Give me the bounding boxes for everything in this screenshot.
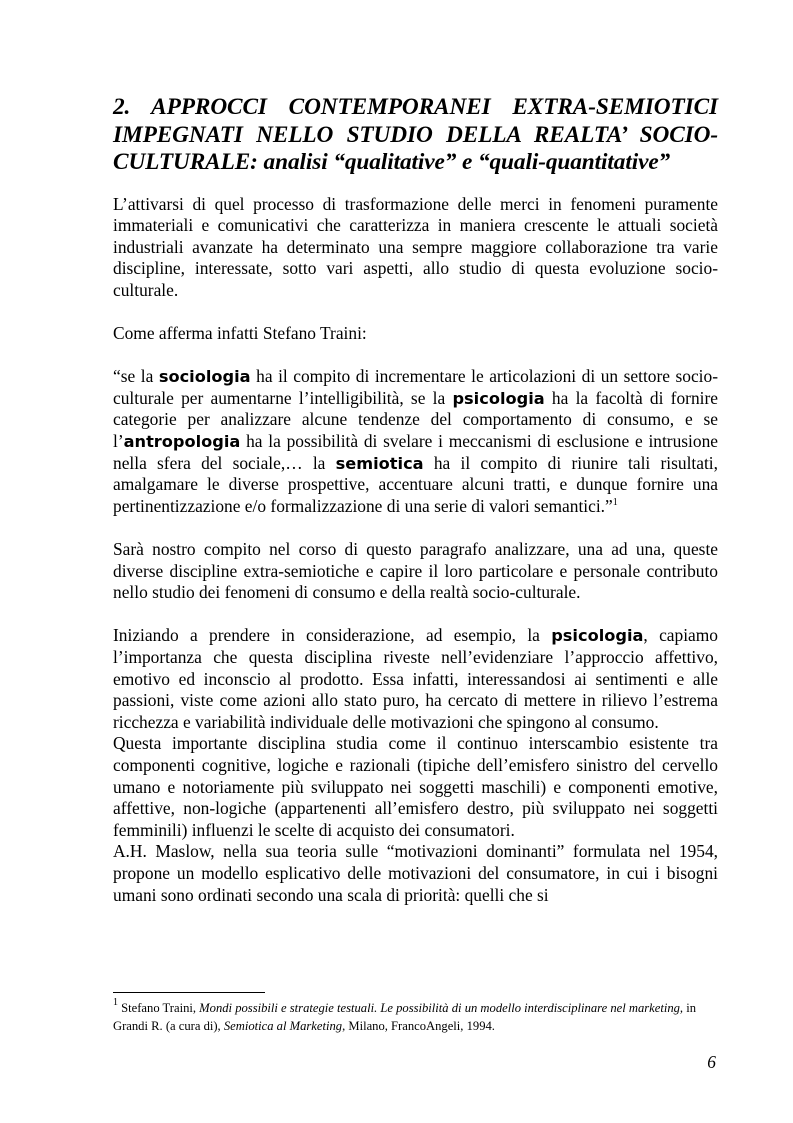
quote-text-4: ha la possibilità di svelare i meccanismi di esclusione e intrusione nella sfera del sociale,… la bbox=[113, 431, 718, 473]
section-heading: 2. APPROCCI CONTEMPORANEI EXTRA-SEMIOTICI IMPEGNATI NELLO STUDIO DELLA REALTA’ SOCIO-CULTURALE: analisi “qualitative” e “quali-quantitative” bbox=[113, 94, 718, 175]
quote-paragraph bbox=[113, 366, 718, 517]
paragraph-1: L’attivarsi di quel processo di trasformazione delle merci in fenomeni puramente immateriali e comunicativi che caratterizza in maniera crescente le attuali società industriali avanzate ha determinato una sempre maggiore collaborazione tra varie discipline, interessate, sotto vari aspetti, allo studio di questa evoluzione socio-culturale. bbox=[113, 193, 718, 300]
footnote-text-3: , Milano, FrancoAngeli, 1994. bbox=[342, 1019, 495, 1033]
paragraph-7: A.H. Maslow, nella sua teoria sulle “motivazioni dominanti” formulata nel 1954, propone un modello esplicativo delle motivazioni del consumatore, in cui i bisogni umani sono ordinati secondo una scala di priorità: quelli che si bbox=[113, 841, 718, 905]
term-psicologia-2: psicologia bbox=[551, 626, 644, 646]
quote-text-5: ha il compito di riunire tali risultati, amalgamare le diverse prospettive, accentuare alcuni tratti, e dunque fornire una pertinentizzazione e/o formalizzazione di una serie di valori semantici.” bbox=[113, 452, 718, 516]
quote-text-2: ha il compito di incrementare le articolazioni di un settore socio-culturale per aumentarne l’intelligibilità, se la bbox=[113, 366, 719, 408]
paragraph-5-text-1: Iniziando a prendere in considerazione, ad esempio, la bbox=[113, 625, 552, 646]
paragraph-2: Come afferma infatti Stefano Traini: bbox=[113, 323, 367, 344]
paragraph-6: Questa importante disciplina studia come il continuo interscambio esistente tra componenti cognitive, logiche e razionali (tipiche dell’emisfero sinistro del cervello umano e notoriamente più sviluppato nei soggetti maschili) e componenti emotive, affettive, non-logiche (appartenenti all’emisfero destro, più sviluppato nei soggetti femminili) influenzi le scelte di acquisto dei consumatori. bbox=[113, 733, 718, 840]
quote-text-3: ha la facoltà di fornire categorie per analizzare alcune tendenze del comportamento di consumo, e se l’ bbox=[113, 387, 718, 452]
footnote-text-2: in Grandi R. (a cura di), bbox=[113, 1001, 697, 1033]
page-body bbox=[113, 94, 718, 906]
footnote-book: Semiotica al Marketing bbox=[223, 1019, 343, 1033]
footnote-separator bbox=[113, 992, 265, 993]
quote-text-1: “se la bbox=[113, 366, 159, 387]
page-number: 6 bbox=[707, 1052, 716, 1072]
paragraph-5-text-2: , capiamo l’importanza che questa disciplina riveste nell’evidenziare l’approccio affettivo, emotivo ed inconscio al prodotto. Essa infatti, interessandosi ai sentimenti e alle passioni, viste come azioni allo stato puro, ha cercato di mettere in rilievo l’estrema ricchezza e variabilità individuale delle motivazioni che spingono al consumo. bbox=[113, 625, 718, 732]
footnote-number: 1 bbox=[113, 997, 118, 1008]
paragraph-4: Sarà nostro compito nel corso di questo paragrafo analizzare, una ad una, queste diverse discipline extra-semiotiche e capire il loro particolare e personale contributo nello studio dei fenomeni di consumo e della realtà socio-culturale. bbox=[113, 539, 718, 603]
term-sociologia: sociologia bbox=[158, 367, 251, 387]
footnote-author: Stefano Traini, bbox=[118, 1001, 200, 1015]
term-semiotica: semiotica bbox=[335, 453, 424, 473]
paragraph-5 bbox=[113, 625, 718, 733]
footnote-reference[interactable]: 1 bbox=[612, 496, 618, 508]
term-antropologia: antropologia bbox=[123, 432, 241, 452]
footnote bbox=[113, 999, 723, 1035]
term-psicologia: psicologia bbox=[452, 388, 545, 408]
footnote-title: Mondi possibili e strategie testuali. Le possibilità di un modello interdisciplinare nel marketing, bbox=[199, 1001, 684, 1015]
